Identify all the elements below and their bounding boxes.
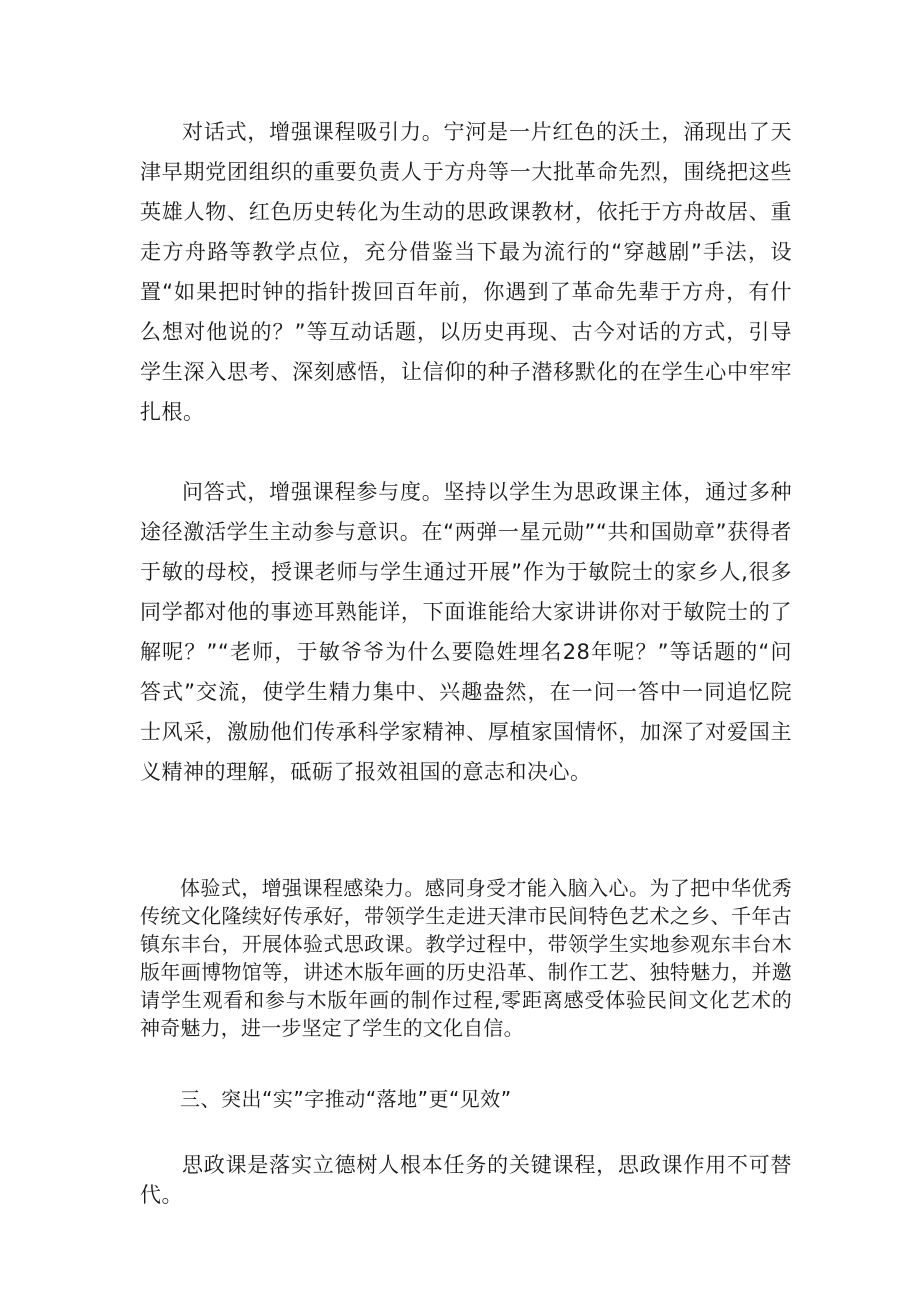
paragraph-dialogue: 对话式，增强课程吸引力。宁河是一片红色的沃土，涌现出了天津早期党团组织的重要负责人于方舟等一大批革命先烈，围绕把这些英雄人物、红色历史转化为生动的思政课教材，依托于方舟故居、重走方舟路等教学点位，充分借鉴当下最为流行的“穿越剧”手法，设置“如果把时钟的指针拨回百年前，你遇到了革命先辈于方舟，有什么想对他说的？”等互动话题，以历史再现、古今对话的方式，引导学生深入思考、深刻感悟，让信仰的种子潜移默化的在学生心中牢牢扎根。 bbox=[140, 120, 792, 424]
paragraph-experience: 体验式，增强课程感染力。感同身受才能入脑入心。为了把中华优秀传统文化隆续好传承好，带领学生走进天津市民间特色艺术之乡、千年古镇东丰台，开展体验式思政课。教学过程中，带领学生实地参观东丰台木版年画博物馆等，讲述木版年画的历史沿革、制作工艺、独特魅力，并邀请学生观看和参与木版年画的制作过程,零距离感受体验民间文化艺术的神奇魅力，进一步坚定了学生的文化自信。 bbox=[140, 876, 792, 1040]
section-heading: 三、突出“实”字推动“落地”更“见效” bbox=[180, 1087, 512, 1111]
document-page bbox=[140, 112, 792, 1210]
paragraph-closing: 思政课是落实立德树人根本任务的关键课程，思政课作用不可替代。 bbox=[140, 1153, 792, 1207]
paragraph-qa: 问答式，增强课程参与度。坚持以学生为思政课主体，通过多种途径激活学生主动参与意识。在“两弹一星元勋”“共和国勋章”获得者于敏的母校，授课老师与学生通过开展”作为于敏院士的家乡人,很多同学都对他的事迹耳熟能详，下面谁能给大家讲讲你对于敏院士的了解呢？”“老师，于敏爷爷为什么要隐姓埋名28年呢？”等话题的“问答式”交流，使学生精力集中、兴趣盎然，在一问一答中一同追忆院士风采，激励他们传承科学家精神、厚植家国情怀，加深了对爱国主义精神的理解，砥砺了报效祖国的意志和决心。 bbox=[140, 480, 792, 784]
